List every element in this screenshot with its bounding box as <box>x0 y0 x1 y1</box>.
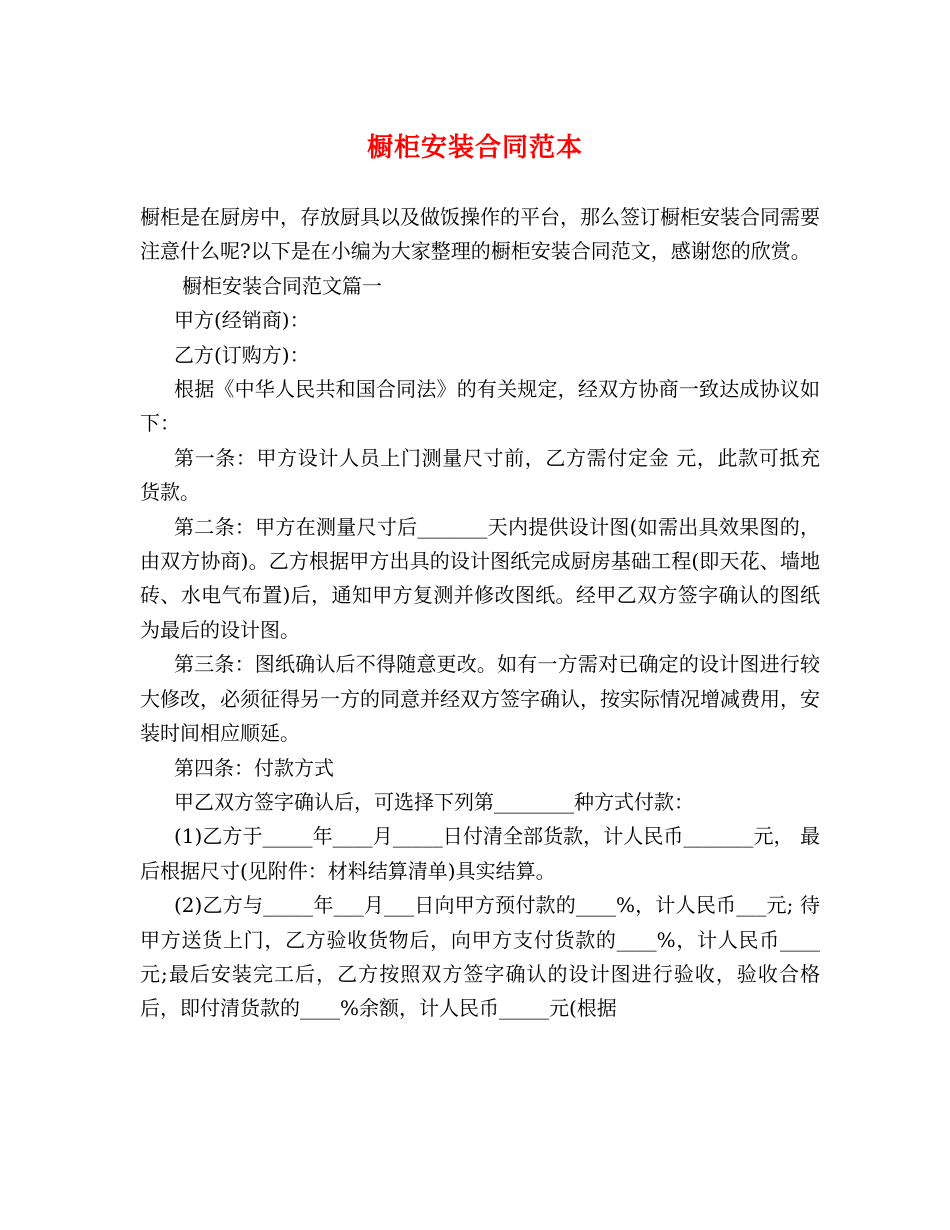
document-body <box>140 200 820 1026</box>
agreement-basis-paragraph: 根据《中华人民共和国合同法》的有关规定，经双方协商一致达成协议如下： <box>140 377 820 436</box>
payment-option-one-paragraph: (1)乙方于_____年____月_____日付清全部货款，计人民币_______元， 最后根据尺寸(见附件：材料结算清单)具实结算。 <box>140 824 820 883</box>
article-two-paragraph: 第二条：甲方在测量尺寸后_______天内提供设计图(如需出具效果图的，由双方协商)。乙方根据甲方出具的设计图纸完成厨房基础工程(即天花、墙地砖、水电气布置)后，通知甲方复测并修改图纸。经甲乙双方签字确认的图纸为最后的设计图。 <box>140 514 820 642</box>
article-three-paragraph: 第三条：图纸确认后不得随意更改。如有一方需对已确定的设计图进行较大修改，必须征得另一方的同意并经双方签字确认，按实际情况增减费用，安装时间相应顺延。 <box>140 652 820 746</box>
party-b-line: 乙方(订购方)： <box>174 342 310 367</box>
payment-choice-paragraph: 甲乙双方签字确认后，可选择下列第________种方式付款： <box>174 789 694 814</box>
payment-option-two-paragraph: (2)乙方与_____年___月___日向甲方预付款的____%，计人民币___元; 待甲方送货上门，乙方验收货物后，向甲方支付货款的____%，计人民币____元;最后安装完工后，乙方按照双方签字确认的设计图进行验收，验收合格后，即付清货款的____%余额，计人民币_____元(根据 <box>140 893 820 1021</box>
article-four-heading: 第四条：付款方式 <box>174 755 334 780</box>
document-title: 橱柜安装合同范本 <box>366 133 583 163</box>
article-one-paragraph: 第一条：甲方设计人员上门测量尺寸前，乙方需付定金 元，此款可抵充货款。 <box>140 445 820 505</box>
intro-paragraph: 橱柜是在厨房中，存放厨具以及做饭操作的平台，那么签订橱柜安装合同需要注意什么呢?以下是在小编为大家整理的橱柜安装合同范文，感谢您的欣赏。 <box>140 205 820 264</box>
party-a-line: 甲方(经销商)： <box>174 308 310 333</box>
section-title: 橱柜安装合同范文篇一 <box>182 273 382 298</box>
